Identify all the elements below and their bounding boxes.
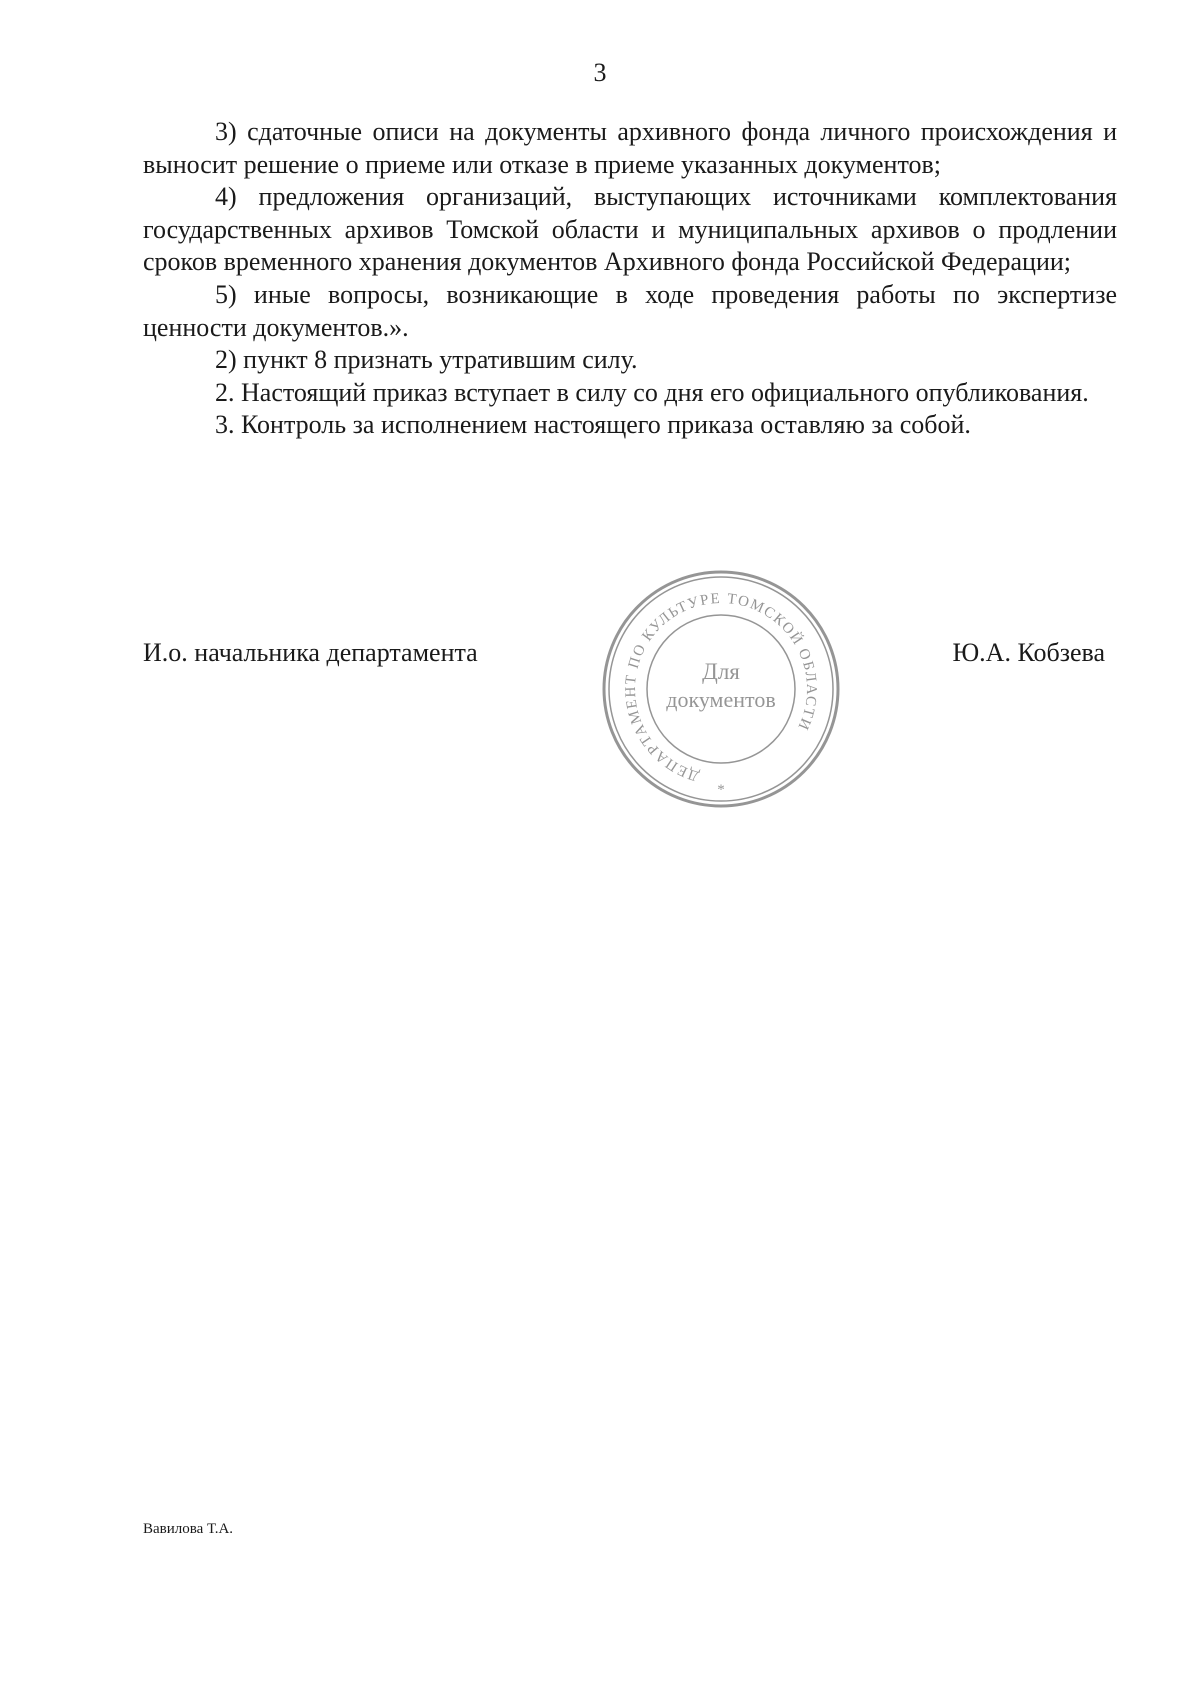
stamp-center-line-2: документов [666, 687, 776, 712]
document-body [143, 116, 1117, 442]
paragraph: 4) предложения организаций, выступающих источниками комплектования государственных архивов Томской области и муниципальных архивов о продлении сроков временного хранения документов Архивного фонда Российской Федерации; [143, 182, 1117, 277]
stamp-center-line-1: Для [702, 659, 740, 684]
paragraph: 2. Настоящий приказ вступает в силу со дня его официального опубликования. [215, 377, 1089, 407]
signatory-name: Ю.А. Кобзева [952, 638, 1105, 667]
stamp-ring-text-path: ДЕПАРТАМЕНТ ПО КУЛЬТУРЕ ТОМСКОЙ ОБЛАСТИ [622, 590, 820, 784]
executor-name: Вавилова Т.А. [143, 1521, 234, 1537]
paragraph: 2) пункт 8 признать утратившим силу. [215, 345, 638, 375]
paragraph: 5) иные вопросы, возникающие в ходе проведения работы по экспертизе ценности документов.». [143, 279, 1117, 342]
official-stamp [601, 569, 841, 809]
signatory-position: И.о. начальника департамента [143, 638, 478, 667]
paragraph: 3) сдаточные описи на документы архивного фонда личного происхождения и выносит решение о приеме или отказе в приеме указанных документов; [143, 117, 1117, 179]
page-number: 3 [593, 58, 607, 87]
stamp-star: * [717, 782, 725, 798]
paragraph: 3. Контроль за исполнением настоящего приказа оставляю за собой. [215, 410, 971, 440]
